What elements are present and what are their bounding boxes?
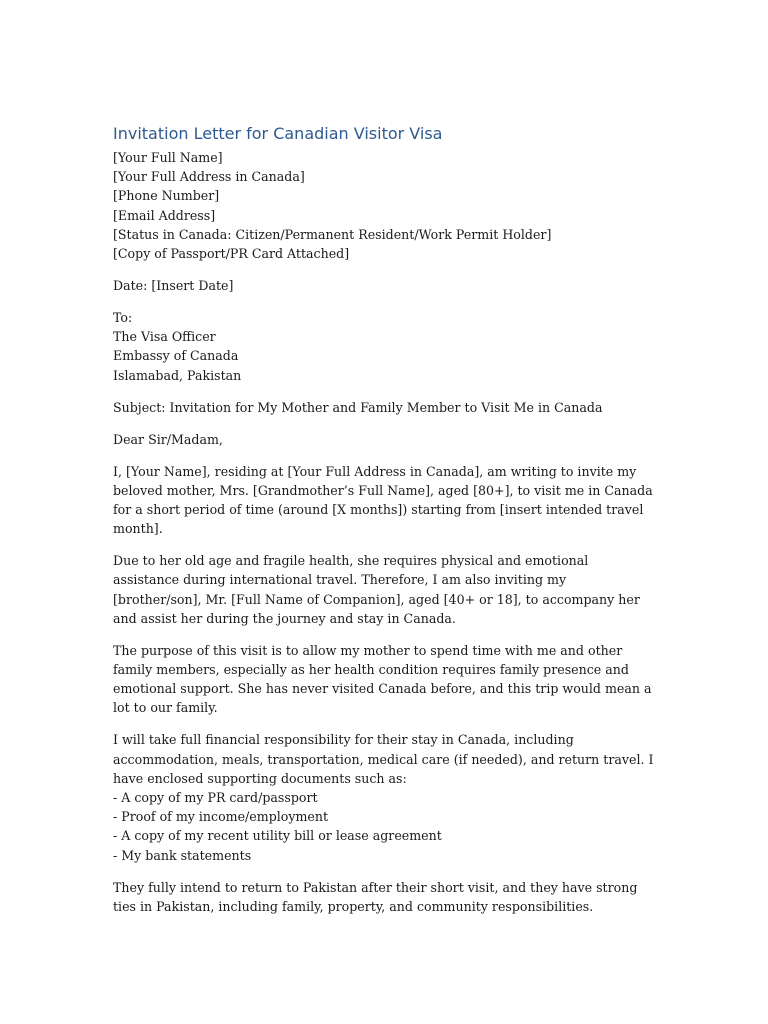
sender-email: [Email Address] bbox=[113, 207, 216, 223]
paragraph-invitation: I, [Your Name], residing at [Your Full Address in Canada], am writing to invite my beloved mother, Mrs. [Grandmother’s Full Name], aged [80+], to visit me in Canada for a short period of time (around [X months]) starting from [insert intended travel month]. bbox=[113, 463, 653, 537]
paragraph-companion: Due to her old age and fragile health, she requires physical and emotional assistance during international travel. Therefore, I am also inviting my [brother/son], Mr. [Full Name of Companion], aged [40+ or 18], to accompany her and assist her during the journey and stay in Canada. bbox=[113, 553, 640, 626]
recipient-block bbox=[113, 308, 658, 385]
paragraph-purpose: The purpose of this visit is to allow my mother to spend time with me and other family members, especially as her health condition requires family presence and emotional support. She has never visited Canada before, and this trip would mean a lot to our family. bbox=[113, 642, 652, 716]
sender-attachment-note: [Copy of Passport/PR Card Attached] bbox=[113, 246, 350, 262]
document-list-item: - Proof of my income/employment bbox=[113, 809, 329, 825]
subject-text: Subject: Invitation for My Mother and Family Member to Visit Me in Canada bbox=[113, 399, 603, 415]
letter-title: Invitation Letter for Canadian Visitor Visa bbox=[113, 124, 443, 143]
recipient-city: Islamabad, Pakistan bbox=[113, 367, 242, 383]
subject-line bbox=[113, 398, 658, 417]
document-list-item: - A copy of my recent utility bill or lease agreement bbox=[113, 828, 442, 844]
salutation-line bbox=[113, 430, 658, 449]
paragraph-return-ties: They fully intend to return to Pakistan after their short visit, and they have strong ties in Pakistan, including family, property, and community responsibilities. bbox=[113, 879, 638, 914]
sender-status: [Status in Canada: Citizen/Permanent Resident/Work Permit Holder] bbox=[113, 226, 552, 242]
salutation-text: Dear Sir/Madam, bbox=[113, 431, 223, 447]
document-list-item: - A copy of my PR card/passport bbox=[113, 790, 318, 806]
financial-intro: I will take full financial responsibility for their stay in Canada, including accommodation, meals, transportation, medical care (if needed), and return travel. I have enclosed supporting documents such as: bbox=[113, 732, 654, 786]
paragraph-financial bbox=[113, 730, 658, 864]
date-text: Date: [Insert Date] bbox=[113, 278, 234, 294]
date-line bbox=[113, 276, 658, 295]
sender-address: [Your Full Address in Canada] bbox=[113, 169, 305, 185]
sender-name: [Your Full Name] bbox=[113, 150, 223, 165]
recipient-to: To: bbox=[113, 310, 133, 326]
letter-page bbox=[113, 122, 658, 929]
recipient-embassy: Embassy of Canada bbox=[113, 348, 239, 364]
sender-block bbox=[113, 148, 658, 263]
sender-phone: [Phone Number] bbox=[113, 188, 220, 204]
document-list-item: - My bank statements bbox=[113, 847, 252, 863]
recipient-officer: The Visa Officer bbox=[113, 329, 216, 345]
